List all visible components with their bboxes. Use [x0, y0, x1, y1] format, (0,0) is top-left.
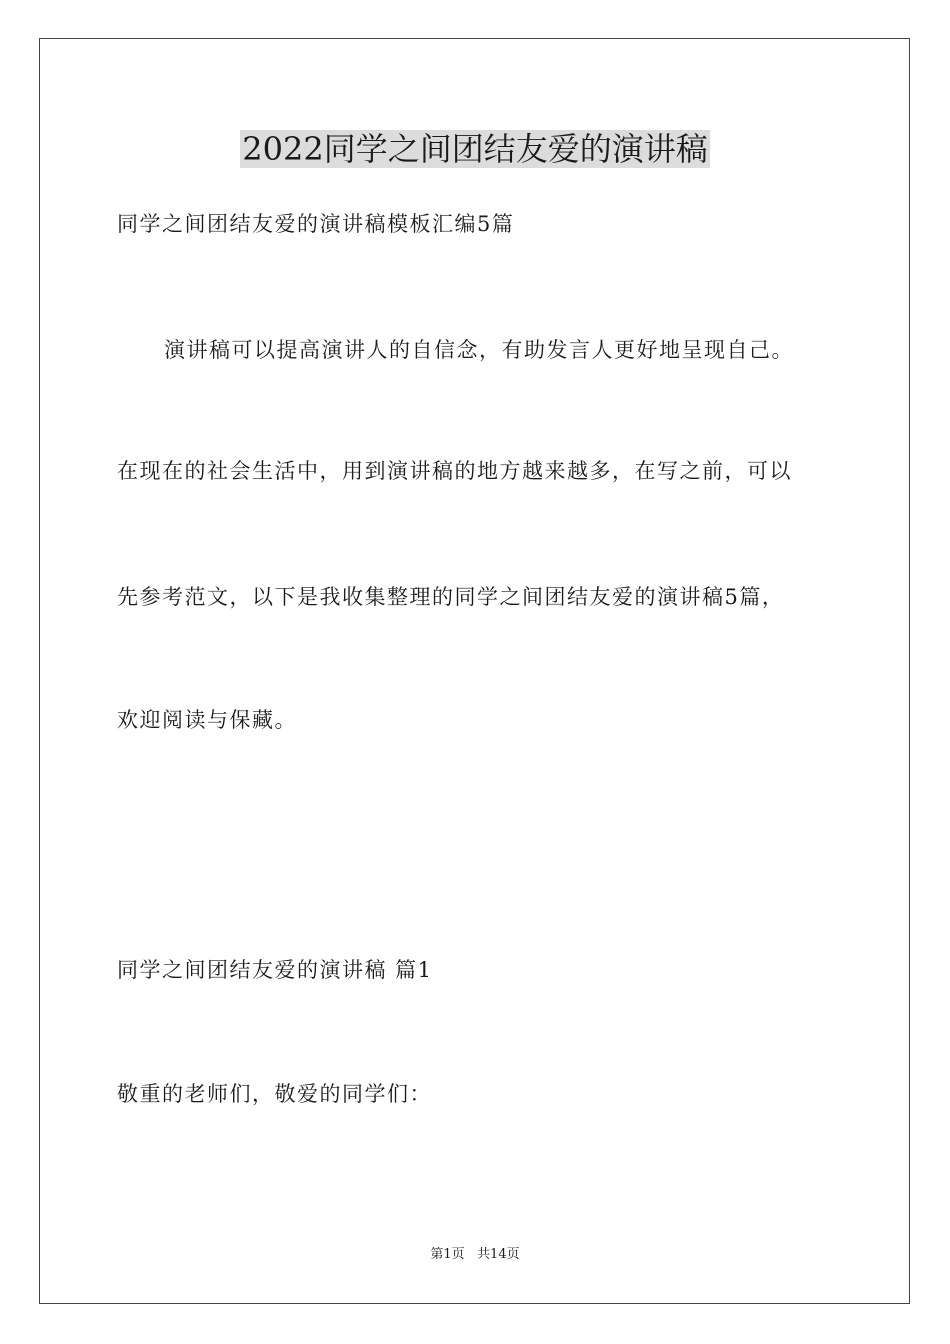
subtitle-line: 同学之间团结友爱的演讲稿模板汇编5篇	[117, 212, 515, 236]
salutation-line: 敬重的老师们，敬爱的同学们：	[117, 1082, 432, 1106]
page-footer: 第1页 共14页	[430, 1247, 520, 1262]
document-title	[0, 126, 950, 172]
intro-paragraph-line-1: 演讲稿可以提高演讲人的自信念，有助发言人更好地呈现自己。	[164, 338, 794, 362]
section-heading: 同学之间团结友爱的演讲稿 篇1	[117, 958, 433, 982]
intro-paragraph-line-2: 在现在的社会生活中，用到演讲稿的地方越来越多，在写之前，可以	[117, 459, 792, 483]
document-title-text: 2022同学之间团结友爱的演讲稿	[242, 130, 708, 168]
intro-paragraph-line-3: 先参考范文，以下是我收集整理的同学之间团结友爱的演讲稿5篇，	[117, 585, 785, 609]
intro-paragraph-line-4: 欢迎阅读与保藏。	[117, 708, 297, 732]
